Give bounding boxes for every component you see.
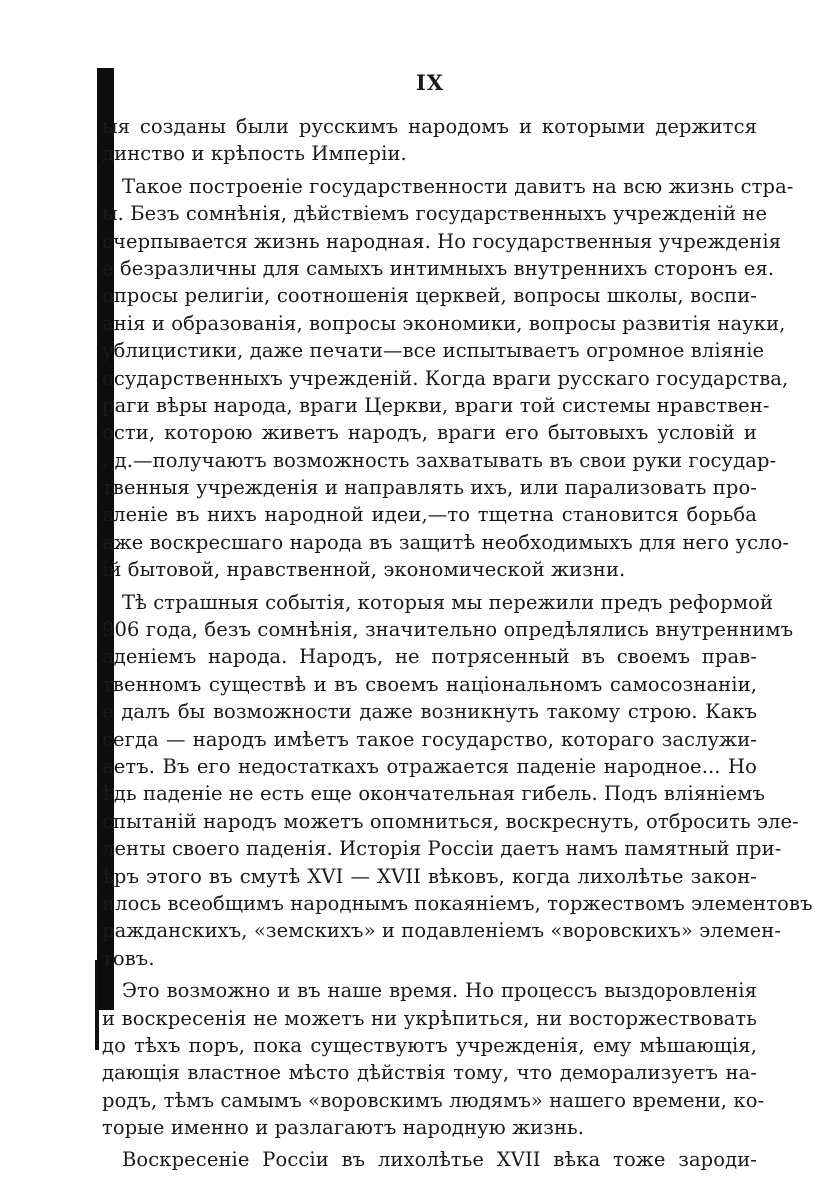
text-line: е далъ бы возможности даже возникнуть такому строю. Какъ bbox=[102, 700, 757, 724]
text-line: и воскресенія не можетъ ни укрѣпиться, ни восторжествовать bbox=[102, 1006, 757, 1030]
text-line: аетъ. Въ его недостаткахъ отражается паденіе народное... Но bbox=[102, 754, 757, 778]
text-line: Это возможно и въ наше время. Но процессъ выздоровленія bbox=[122, 979, 757, 1003]
text-line: твенномъ существѣ и въ своемъ національномъ самосознаніи, bbox=[102, 672, 757, 696]
text-line: товъ. bbox=[102, 946, 155, 970]
text-line: ы. Безъ сомнѣнія, дѣйствіемъ государственныхъ учрежденій не bbox=[102, 202, 768, 226]
text-line: анія и образованія, вопросы экономики, вопросы развитія науки, bbox=[102, 311, 786, 335]
text-line: динство и крѣпость Имперіи. bbox=[102, 142, 407, 166]
body-text bbox=[102, 113, 813, 1174]
text-line: аденіемъ народа. Народъ, не потрясенный въ своемъ прав- bbox=[102, 645, 757, 669]
text-line: ій бытовой, нравственной, экономической жизни. bbox=[102, 558, 626, 582]
text-line: ѣдь паденіе не есть еще окончательная гибель. Подъ вліяніемъ bbox=[102, 782, 766, 806]
text-line: раги вѣры народа, враги Церкви, враги той системы нравствен- bbox=[102, 393, 770, 417]
text-line: спытаній народъ можетъ опомниться, воскреснуть, отбросить эле- bbox=[102, 809, 799, 833]
text-line: ленты своего паденія. Исторія Россіи даетъ намъ памятный при- bbox=[102, 837, 782, 861]
text-line: Тѣ страшныя событія, которыя мы пережили предъ реформой bbox=[122, 590, 774, 614]
text-line: ражданскихъ, «земскихъ» и подавленіемъ «воровскихъ» элемен- bbox=[102, 919, 782, 943]
text-line: аже воскресшаго народа въ защитѣ необходимыхъ для него усло- bbox=[102, 530, 790, 554]
text-line: осударственныхъ учрежденій. Когда враги русскаго государства, bbox=[102, 366, 789, 390]
text-line: . д.—получаютъ возможность захватывать въ свои руки государ- bbox=[102, 448, 777, 472]
text-line: илось всеобщимъ народнымъ покаяніемъ, торжествомъ элементовъ bbox=[102, 891, 813, 915]
binding-edge bbox=[95, 960, 99, 1050]
text-line: торые именно и разлагаютъ народную жизнь. bbox=[102, 1116, 585, 1140]
text-line: сегда — народъ имѣетъ такое государство, котораго заслужи- bbox=[102, 727, 757, 751]
text-line: е безразличны для самыхъ интимныхъ внутреннихъ сторонъ ея. bbox=[102, 256, 775, 280]
text-line: ости, которою живетъ народъ, враги его бытовыхъ условій и bbox=[102, 421, 757, 445]
text-line: вленіе въ нихъ народной идеи,—то тщетна становится борьба bbox=[102, 503, 757, 527]
text-line: опросы религіи, соотношенія церквей, вопросы школы, воспи- bbox=[102, 284, 757, 308]
text-line: ублицистики, даже печати—все испытываетъ огромное вліяніе bbox=[102, 339, 765, 363]
text-line: твенныя учрежденія и направлять ихъ, или парализовать про- bbox=[102, 476, 757, 500]
text-line: 906 года, безъ сомнѣнія, значительно опредѣлялись внутреннимъ bbox=[102, 618, 794, 642]
text-line: до тѣхъ поръ, пока существуютъ учрежденія, ему мѣшающія, bbox=[102, 1033, 757, 1057]
text-line: Такое построеніе государственности давитъ на всю жизнь стра- bbox=[122, 174, 794, 198]
text-line: ѣръ этого въ смутѣ XVI — XVII вѣковъ, когда лихолѣтье закон- bbox=[102, 864, 757, 888]
text-line: счерпывается жизнь народная. Но государственныя учрежденія bbox=[102, 229, 782, 253]
page-number: IX bbox=[415, 70, 445, 95]
text-line: родъ, тѣмъ самымъ «воровскимъ людямъ» нашего времени, ко- bbox=[102, 1088, 765, 1112]
text-line: дающія властное мѣсто дѣйствія тому, что деморализуетъ на- bbox=[102, 1061, 757, 1085]
text-line: Воскресеніе Россіи въ лихолѣтье XVII вѣка тоже зароди- bbox=[122, 1148, 757, 1172]
text-line: ыя созданы были русскимъ народомъ и которыми держится bbox=[102, 115, 757, 138]
